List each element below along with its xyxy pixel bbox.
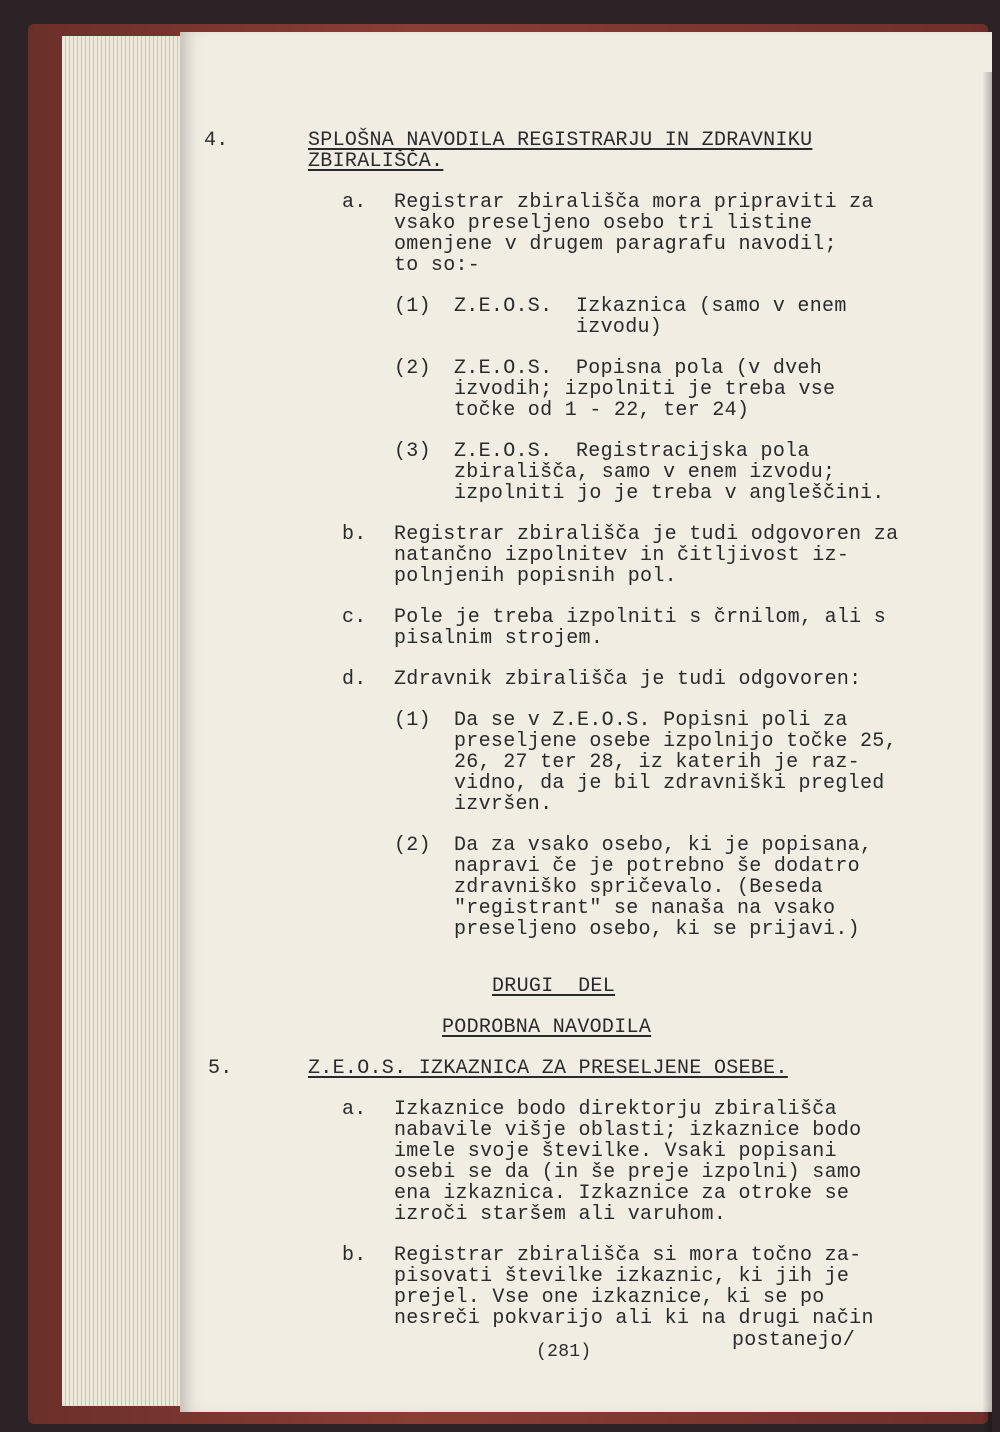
item-4b-line: polnjenih popisnih pol.	[394, 565, 677, 588]
section-4-heading-line2: ZBIRALIŠČA.	[308, 150, 444, 173]
item-5b-line: Registrar zbirališča si mora točno za-	[394, 1244, 862, 1267]
part-subtitle: PODROBNA NAVODILA	[442, 1016, 652, 1039]
item-5b-line: prejel. Vse one izkaznice, ki se po	[394, 1286, 825, 1309]
item-4a-line: omenjene v drugem paragrafu navodil;	[394, 233, 837, 256]
item-4a-3-num: (3)	[394, 440, 431, 463]
item-5a-line: Izkaznice bodo direktorju zbirališča	[394, 1098, 837, 1121]
item-4d-2-line: zdravniško spričevalo. (Beseda	[454, 876, 824, 899]
item-4d-2-line: napravi če je potrebno še dodatro	[454, 855, 860, 878]
page-number: (281)	[536, 1342, 592, 1362]
item-4d-1-line: 26, 27 ter 28, iz katerih je raz-	[454, 751, 860, 774]
section-5-heading: Z.E.O.S. IZKAZNICA ZA PRESELJENE OSEBE.	[308, 1057, 788, 1080]
item-5a-line: nabavile višje oblasti; izkaznice bodo	[394, 1119, 862, 1142]
item-4d-2-num: (2)	[394, 834, 431, 857]
page-gutter-shadow	[982, 72, 992, 1432]
item-5b-label: b.	[342, 1244, 367, 1267]
item-5b-line: pisovati številke izkaznic, ki jih je	[394, 1265, 850, 1288]
item-4a-2-line: izvodih; izpolniti je treba vse	[454, 378, 836, 401]
section-4-heading-line1: SPLOŠNA NAVODILA REGISTRARJU IN ZDRAVNIKU	[308, 129, 813, 152]
item-4a-label: a.	[342, 191, 367, 214]
item-4d-line: Zdravnik zbirališča je tudi odgovoren:	[394, 668, 862, 691]
item-4c-line: Pole je treba izpolniti s črnilom, ali s	[394, 606, 887, 629]
catchword: postanejo/	[732, 1329, 856, 1352]
item-4d-2-line: preseljeno osebo, ki se prijavi.)	[454, 918, 860, 941]
item-4a-2-num: (2)	[394, 357, 431, 380]
item-4d-2-line: "registrant" se nanaša na vsako	[454, 897, 836, 920]
item-4a-3-line: izpolniti jo je treba v angleščini.	[454, 482, 885, 505]
item-4d-1-line: Da se v Z.E.O.S. Popisni poli za	[454, 709, 848, 732]
item-4d-1-line: preseljene osebe izpolnijo točke 25,	[454, 730, 897, 753]
item-5a-line: osebi se da (in še preje izpolni) samo	[394, 1161, 862, 1184]
section-5-number: 5.	[208, 1057, 233, 1080]
item-4a-1-num: (1)	[394, 295, 431, 318]
item-4b-line: natančno izpolnitev in čitljivost iz-	[394, 544, 850, 567]
item-4a-line: to so:-	[394, 254, 481, 277]
item-5b-line: nesreči pokvarijo ali ki na drugi način	[394, 1307, 874, 1330]
item-4d-1-line: izvršen.	[454, 793, 553, 816]
item-4d-1-num: (1)	[394, 709, 431, 732]
item-4b-line: Registrar zbirališča je tudi odgovoren za	[394, 523, 899, 546]
section-4-number: 4.	[204, 129, 229, 152]
item-4a-3-line: Registracijska pola	[576, 440, 810, 463]
item-5a-line: izroči staršem ali varuhom.	[394, 1203, 727, 1226]
item-5a-line: ena izkaznica. Izkaznice za otroke se	[394, 1182, 850, 1205]
document-page	[180, 32, 992, 1412]
item-4a-1-line: izvodu)	[576, 316, 663, 339]
item-4a-2-line: točke od 1 - 22, ter 24)	[454, 399, 750, 422]
item-4a-3-line: zbirališča, samo v enem izvodu;	[454, 461, 836, 484]
item-4d-1-line: vidno, da je bil zdravniški pregled	[454, 772, 885, 795]
part-title: DRUGI DEL	[492, 975, 616, 998]
item-4c-label: c.	[342, 606, 367, 629]
item-4a-line: Registrar zbirališča mora pripraviti za	[394, 191, 874, 214]
item-4a-1-line: Izkaznica (samo v enem	[576, 295, 847, 318]
item-4a-line: vsako preseljeno osebo tri listine	[394, 212, 813, 235]
item-4a-1-code: Z.E.O.S.	[454, 295, 553, 318]
item-5a-label: a.	[342, 1098, 367, 1121]
item-4d-label: d.	[342, 668, 367, 691]
item-4a-2-line: Popisna pola (v dveh	[576, 357, 823, 380]
item-5a-line: imele svoje številke. Vsaki popisani	[394, 1140, 837, 1163]
item-4b-label: b.	[342, 523, 367, 546]
item-4d-2-line: Da za vsako osebo, ki je popisana,	[454, 834, 873, 857]
item-4c-line: pisalnim strojem.	[394, 627, 604, 650]
item-4a-3-code: Z.E.O.S.	[454, 440, 553, 463]
item-4a-2-code: Z.E.O.S.	[454, 357, 553, 380]
